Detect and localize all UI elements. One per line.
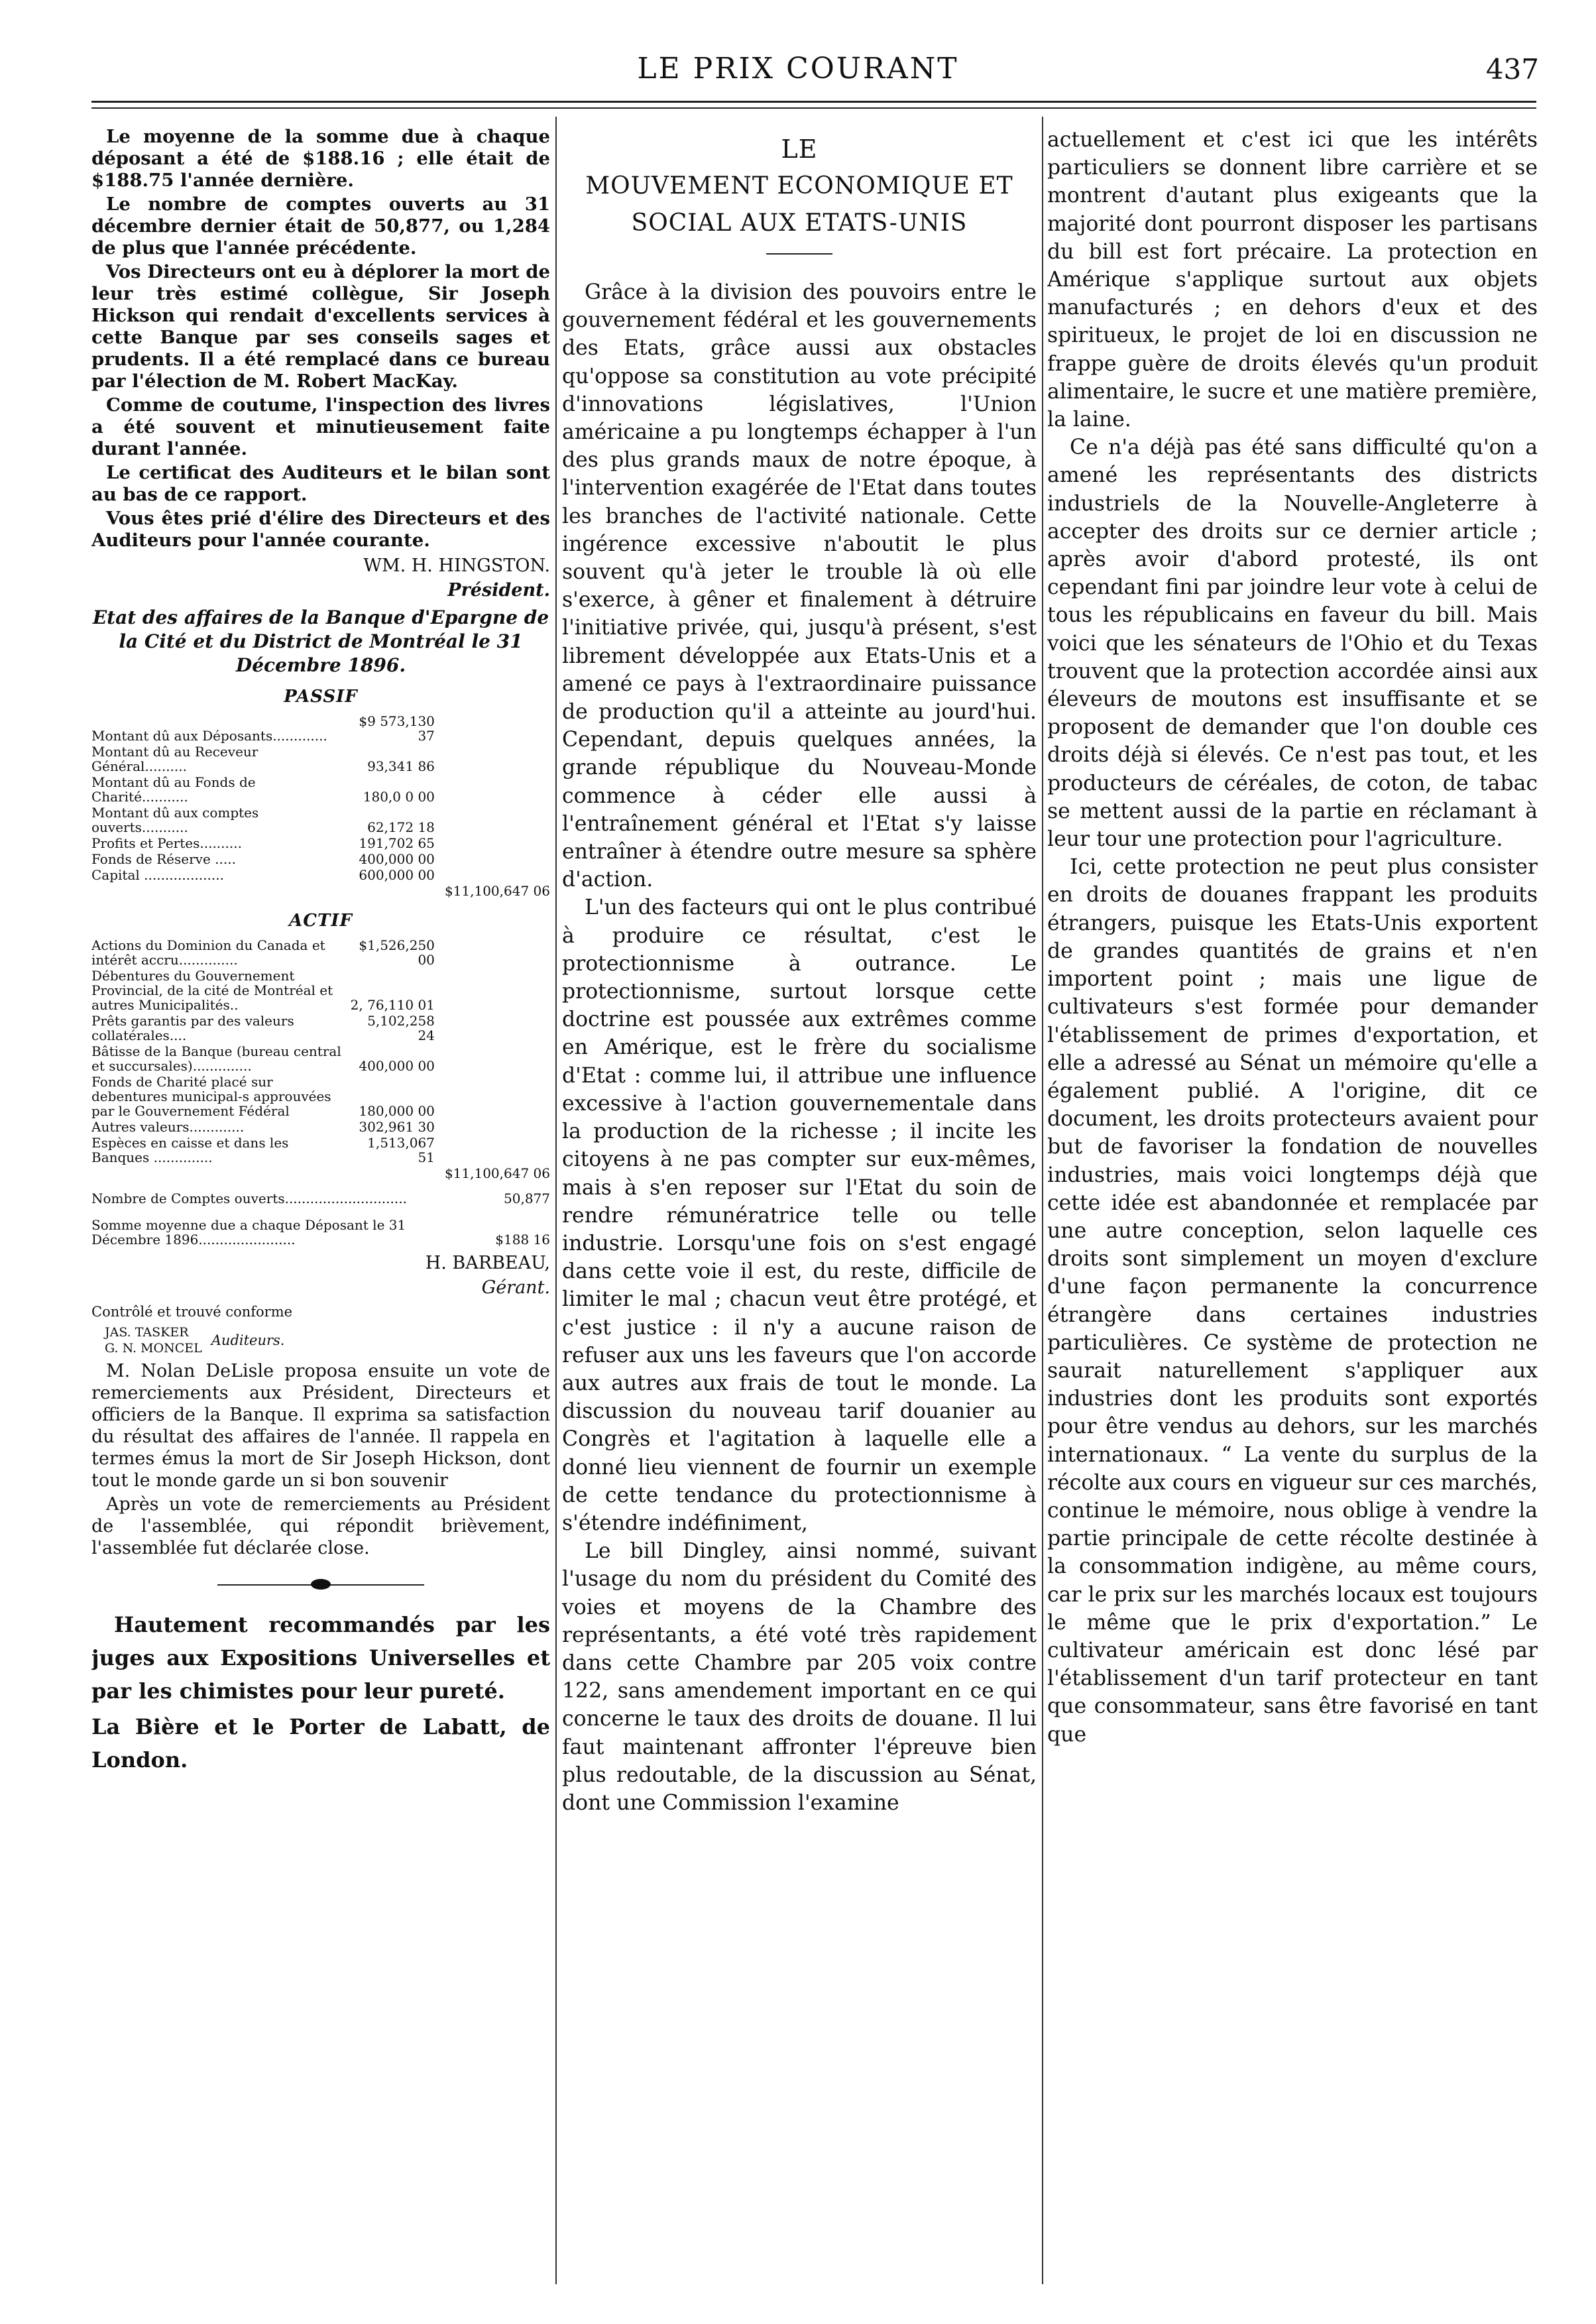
article-paragraph: Le bill Dingley, ainsi nommé, suivant l'usage du nom du président du Comité des voies et moyens de la Chambre des représentants, a été voté très rapidement dans cette Chambre par 205 voix contre 122, sans amendement important en ce qui concerne le taux des droits de douane. Il lui faut maintenant affronter l'épreuve bien plus redoutable, de la discussion au Sénat, dont une Commission l'examine [562, 1539, 1037, 1815]
row-label [91, 1165, 349, 1181]
table-row [91, 774, 550, 805]
row-label: Débentures du Gouvernement Provincial, de la cité de Montréal et autres Municipalités.. [91, 968, 333, 1013]
control-line: Contrôlé et trouvé conforme [91, 1304, 293, 1320]
row-total [440, 968, 550, 1013]
row-value: 600,000 00 [359, 867, 435, 883]
auditors-label: Auditeurs. [211, 1332, 285, 1348]
row-total [440, 774, 550, 805]
row-total: $11,100,647 06 [444, 883, 550, 899]
table-row [91, 937, 550, 968]
row-label: Montant dû aux comptes ouverts........... [91, 805, 259, 835]
table-row-total [91, 883, 550, 899]
row-total [440, 1043, 550, 1074]
row-total [440, 805, 550, 835]
table-row [91, 744, 550, 774]
row-total [440, 937, 550, 968]
table-row [91, 1013, 550, 1043]
row-label: Capital ................... [91, 867, 224, 883]
row-value [349, 1165, 440, 1181]
column-1 [91, 126, 550, 2274]
article-paragraph: actuellement et c'est ici que les intérêts particuliers se donnent libre carrière et se montrent d'autant plus exigeants que la majorité dont pourront disposer les partisans du bill est fort précaire. La protection en Amérique s'applique surtout aux objets manufacturés ; en dehors d'eux et des spiritueux, le projet de loi en discussion ne frappe guère de droits élevés qu'un produit alimentaire, le sucre et une matière première, la laine. [1047, 128, 1538, 432]
row-value: 302,961 30 [359, 1119, 435, 1135]
article-paragraph: L'un des facteurs qui ont le plus contribué à produire ce résultat, c'est le protectionnisme à outrance. Le protectionnisme, surtout lorsque cette doctrine est poussée aux extrêmes comme en Amérique, est le frère du socialisme d'Etat : comme lui, il attribue une influence excessive à l'action gouvernementale dans la production de la richesse ; il incite les citoyens à ne pas compter sur eux-mêmes, mais à s'en reposer sur l'Etat du soin de rendre rémunératrice telle ou telle industrie. Lorsqu'une fois on s'est engagé dans cette voie il est, du reste, difficile de limiter le mal ; chacun veut être protégé, et c'est justice : il n'y a aucune raison de refuser aux uns les faveurs que l'on accorde aux autres aux frais de tout le monde. La discussion du nouveau tarif douanier au Congrès et l'agitation à laquelle elle a donné lieu viennent de fournir un exemple de cette tendance du protectionnisme à s'étendre indéfiniment, [562, 896, 1037, 1535]
row-value: $1,526,250 00 [359, 937, 435, 968]
column-2 [562, 126, 1037, 2274]
actif-heading: ACTIF [289, 911, 353, 931]
advertisement-text: La Bière et le Porter de Labatt, de London. [91, 1714, 550, 1772]
table-row [91, 713, 550, 744]
advertisement-text: Hautement recommandés par les juges aux Expositions Universelles et par les chimistes pour leur pureté. [91, 1612, 550, 1704]
section-ornament [91, 1575, 550, 1595]
table-row [91, 1043, 550, 1074]
row-value: 2, 76,110 01 [350, 997, 435, 1013]
row-total [440, 713, 550, 744]
table-row [91, 867, 550, 883]
table-row [91, 805, 550, 835]
row-total [440, 835, 550, 851]
row-label: Fonds de Réserve ..... [91, 851, 236, 867]
report-paragraph: Vos Directeurs ont eu à déplorer la mort de leur très estimé collègue, Sir Joseph Hickson qui rendait d'excellents services à cette Banque par ses conseils sages et prudents. Il a été remplacé dans ce bureau par l'élection de M. Robert MacKay. [91, 261, 550, 392]
row-total [440, 1013, 550, 1043]
row-label: Fonds de Charité placé sur debentures municipal-s approuvées par le Gouvernement Fédéral [91, 1074, 331, 1119]
auditor-name: G. N. MONCEL [105, 1341, 202, 1356]
report-paragraph: Le moyenne de la somme due à chaque déposant a été de $188.16 ; elle était de $188.75 l'année dernière. [91, 126, 550, 191]
table-row-total [91, 1165, 550, 1181]
table-row [91, 835, 550, 851]
row-label: Montant dû au Fonds de Charité........... [91, 774, 256, 805]
table-row [91, 1074, 550, 1119]
row-value: 180,0 0 00 [363, 789, 435, 805]
table-row [91, 968, 550, 1013]
row-label: Bâtisse de la Banque (bureau central et succursales).............. [91, 1043, 341, 1074]
row-total [440, 1135, 550, 1165]
row-total: $11,100,647 06 [444, 1165, 550, 1181]
statement-caption: Etat des affaires de la Banque d'Epargne de la Cité et du District de Montréal le 31 Décembre 1896. [92, 607, 549, 676]
manager-title: Gérant. [481, 1277, 550, 1298]
masthead [0, 46, 1596, 99]
accounts-label: Nombre de Comptes ouverts............................. [91, 1191, 407, 1206]
report-paragraph: Le nombre de comptes ouverts au 31 décembre dernier était de 50,877, ou 1,284 de plus que l'année précédente. [91, 194, 550, 259]
row-label [91, 883, 349, 899]
row-value: 191,702 65 [359, 835, 435, 851]
summary-table [91, 1191, 550, 1248]
report-paragraph: Comme de coutume, l'inspection des livres a été souvent et minutieusement faite durant l'année. [91, 394, 550, 459]
report-paragraph: Le certificat des Auditeurs et le bilan sont au bas de ce rapport. [91, 462, 550, 505]
article-title-line: SOCIAL AUX ETATS-UNIS [631, 209, 968, 237]
article-paragraph: Ce n'a déjà pas été sans difficulté qu'on a amené les représentants des districts industriels de la Nouvelle-Angleterre à accepter des droits sur ce dernier article ; après avoir d'abord protesté, ils ont cependant fini par joindre leur vote à celui de tous les républicains en faveur du bill. Mais voici que les sénateurs de l'Ohio et du Texas trouvent que la protection accordée ainsi aux éleveurs de moutons est insuffisante et se proposent de demander que l'on double ces droits déjà si élevés. Ce n'est pas tout, et les producteurs de céréales, de coton, de tabac se mettent aussi de la partie en réclamant à leur tour une protection pour l'agriculture. [1047, 436, 1538, 852]
average-value: $188 16 [495, 1232, 550, 1248]
average-label: Somme moyenne due a chaque Déposant le 31 Décembre 1896....................... [91, 1217, 406, 1248]
auditor-name: JAS. TASKER [105, 1325, 189, 1340]
actif-table [91, 937, 550, 1181]
column-divider-1 [555, 117, 557, 2284]
table-row [91, 1135, 550, 1165]
row-value: $9 573,130 37 [359, 713, 435, 744]
row-label: Autres valeurs............. [91, 1119, 245, 1135]
row-value: 180,000 00 [359, 1103, 435, 1119]
row-label: Actions du Dominion du Canada et intérêt accru.............. [91, 937, 325, 968]
row-label: Montant dû au Receveur Général.......... [91, 744, 258, 774]
article-paragraph: Ici, cette protection ne peut plus consister en droits de douanes frappant les produits étrangers, puisque les Etats-Unis exportent de grandes quantités de grains et n'en importent point ; mais une ligue de cultivateurs s'est formée pour demander l'établissement de primes d'exportation, et elle a adressé au Sénat un mémoire qu'elle a également publié. A l'origine, dit ce document, les droits protecteurs avaient pour but de favoriser la fondation de nouvelles industries, mais voici longtemps déjà que cette idée est abandonnée et remplacée par une autre conception, selon laquelle ces droits sont simplement un moyen d'exclure d'une façon permanente la concurrence étrangère dans certaines industries particulières. Ce système de protection ne saurait naturellement s'appliquer aux industries dont les produits sont exportés pour être vendus au dehors, sur les marchés internationaux. “ La vente du surplus de la récolte aux cours en vigueur sur ces marchés, continue le mémoire, nous oblige à vendre la partie principale de cette récolte destinée à la consommation indigène, au même cours, car le prix sur les marchés locaux est toujours le même que le prix d'exportation.” Le cultivateur américain est donc lésé par l'établissement d'un tarif protecteur en tant que consommateur, sans être favorisé en tant que [1047, 855, 1538, 1747]
row-label: Prêts garantis par des valeurs collatérales.... [91, 1013, 294, 1043]
row-total [440, 867, 550, 883]
passif-heading: PASSIF [284, 687, 358, 707]
article-title-line: LE [781, 135, 818, 164]
row-label: Profits et Pertes.......... [91, 835, 242, 851]
manager-name: H. BARBEAU, [425, 1253, 550, 1273]
table-row [91, 1191, 550, 1206]
table-row [91, 851, 550, 867]
header-rule-top [91, 101, 1536, 103]
row-total [440, 1119, 550, 1135]
row-value: 93,341 86 [367, 758, 435, 774]
page-number: 437 [1485, 53, 1539, 86]
column-divider-2 [1042, 117, 1043, 2284]
president-signature: WM. H. HINGSTON. [363, 555, 550, 576]
row-value: 1,513,067 51 [367, 1135, 435, 1165]
row-label: Espèces en caisse et dans les Banques .............. [91, 1135, 289, 1165]
passif-table [91, 713, 550, 899]
row-value [349, 883, 440, 899]
row-total [440, 851, 550, 867]
article-paragraph: Grâce à la division des pouvoirs entre le gouvernement fédéral et les gouvernements des Etats, grâce aussi aux obstacles qu'oppose sa constitution au vote précipité d'innovations législatives, l'Union américaine a pu longtemps échapper à l'un des plus grands maux de notre époque, à l'intervention exagérée de l'Etat dans toutes les branches de l'activité nationale. Cette ingérence excessive n'aboutit le plus souvent qu'à jeter le trouble là où elle s'exerce, à gêner et finalement à détruire l'initiative privée, qui, jusqu'à présent, s'est librement développée aux Etats-Unis et a amené ce pays à l'extraordinaire puissance de production qu'il a atteinte au jourd'hui. Cependant, depuis quelques années, la grande république du Nouveau-Monde commence à céder elle aussi à l'entraînement général et l'Etat s'y laisse entraîner à étendre outre mesure sa sphère d'action. [562, 280, 1037, 892]
row-value: 400,000 00 [359, 1058, 435, 1074]
row-value: 62,172 18 [367, 819, 435, 835]
row-value: 5,102,258 24 [367, 1013, 435, 1043]
accounts-value: 50,877 [504, 1191, 550, 1206]
row-label: Montant dû aux Déposants............. [91, 728, 327, 744]
table-row [91, 1119, 550, 1135]
president-title: Président. [447, 580, 550, 601]
auditors-block [105, 1324, 550, 1356]
header-rule-bottom [91, 107, 1536, 109]
row-value: 400,000 00 [359, 851, 435, 867]
report-paragraph: Vous êtes prié d'élire des Directeurs et des Auditeurs pour l'année courante. [91, 508, 550, 551]
row-total [440, 744, 550, 774]
closing-paragraph: Après un vote de remerciements au Président de l'assemblée, qui répondit brièvement, l'assemblée fut déclarée close. [91, 1494, 550, 1558]
row-total [440, 1074, 550, 1119]
column-3 [1047, 126, 1538, 2274]
journal-title: LE PRIX COURANT [637, 52, 959, 86]
table-row [91, 1217, 550, 1248]
closing-paragraph: M. Nolan DeLisle proposa ensuite un vote de remerciements aux Président, Directeurs et officiers de la Banque. Il exprima sa satisfaction du résultat des affaires de l'année. Il rappela en termes émus la mort de Sir Joseph Hickson, dont tout le monde garde un si bon souvenir [91, 1361, 550, 1491]
article-title-line: MOUVEMENT ECONOMIQUE ET [585, 172, 1013, 200]
title-rule [766, 253, 832, 255]
